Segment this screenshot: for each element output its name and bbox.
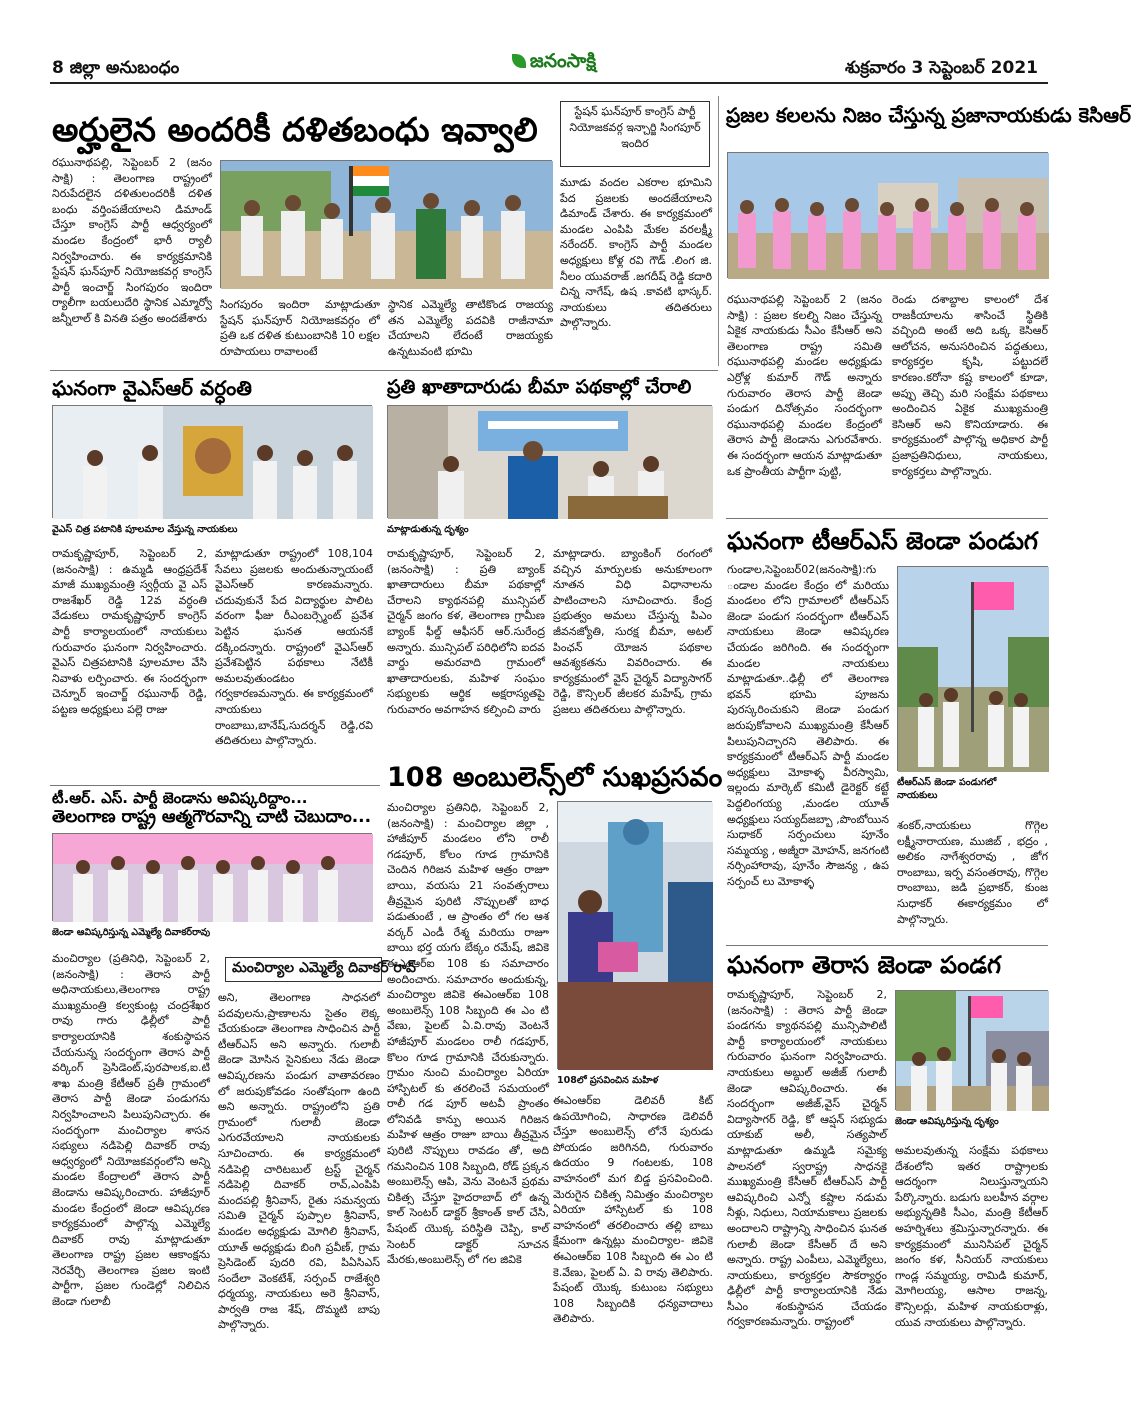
a1-col2: సింగపురం ఇందిరా మాట్లాడుతూ స్టేషన్ ఘన్‌పూర్ నియోజకవర్గం లో ప్రతి ఒక దళిత కుటుంబానికి 10 లక్షల రూపాయలు రావాలంటే	[220, 298, 380, 358]
a8-caption: జెండా ఆవిష్కరిస్తున్న దృశ్యం	[895, 1116, 999, 1127]
a4-caption: మాట్లాడుతున్న దృశ్యం	[387, 524, 469, 535]
a5-caption-line1: టీఆర్ఎస్ జెండా పండుగలో	[897, 777, 997, 788]
a4-col2: మాట్లాడారు. బ్యాంకింగ్ రంగంలో వచ్చిన మార్పులకు అనుకూలంగా నూతన విధి విధానాలను పాటించాలని సూచించారు. కేంద్ర ప్రభుత్వం అమలు చేస్తున్న పిఎం జీవనజ్యోతి, సురక్ష బీమా, అటల్ పింఛన్ యోజన పథకాల ఆవశ్యకతను వివరించారు. ఈ కార్యక్రమంలో వైస్ చైర్మన్ విద్యాసాగర్ రెడ్డి, కౌన్సిలర్ జీలకర మహేష్, గ్రామ ప్రజలు తదితరులు పాల్గొన్నారు.	[553, 547, 712, 716]
section-rule	[726, 945, 1048, 946]
a7-col1: మంచిర్యాల ప్రతినిధి, సెప్టెంబర్ 2, (జనంసాక్షి) : మంచిర్యాల జిల్లా , హాజీపూర్ మండలం లోని రాలీ గడపూర్, కోలం గూడ గ్రామానికి చెందిన గిరిజన మహిళ ఆత్రం రాజూ బాయి, వయసు 21 సంవత్సరాలు తీవ్రమైన పురిటి నొప్పులతో బాధ పడుతుంటే , ఆ ప్రాంతం లో గల ఆశ వర్కర్ ఎండీ రేశ్మ మరియు రాజూ బాయి భర్త యగు బేక్కం రమేష్, జివికె ఈఎంఆర్ఐ 108 కు సమాచారం అందించారు. సమాచారం అందుకున్న, మంచిర్యాల జివికె ఈఎంఆర్ఐ 108 అంబులెన్స్ 108 సిబ్బంది ఈ ఎం టి వేణు, పైలట్ ఏ.వి.రావు వెంటనే హాజీపూర్ మండలం రాలీ గడపూర్, కొలం గూడ గ్రామానికి చేరుకున్నారు. గ్రామం నుంచి మంచిర్యాల ఏరియా హాస్పిటల్ కు తరలించే సమయంలో రాలీ గడ పూర్ అటవీ ప్రాంతం లోనివడి కాన్పు అయిన గిరిజన మహిళ ఆత్రం రాజూ బాయి తీవ్రమైన పురిటి నొప్పులు రావడం తో, అది గమనించిన 108 సిబ్బంది, రోడ్ ప్రక్కన అంబులెన్స్ ఆపి, వెను వెంటనే ప్రథమ చికిత్స చేస్తూ హైదరాబాద్ లో ఉన్న కాల్ సెంటర్ డాక్టర్ శ్రీకాంత్ కాల్ చేసి, పేషంట్ యొక్క పరిస్థితి చెప్పి, కాల్ సెంటర్ డాక్టర్ సూచన మేరకు,అంబులెన్స్ లో గల జివికె	[387, 801, 549, 1267]
a6-col1: మంచిర్యాల (ప్రతినిధి, సెప్టెంబర్ 2, (జనంసాక్షి) : తెరాస పార్టీ అధినాయకులు,తెలంగాణ రాష్ట్ర ముఖ్యమంత్రి కల్వకుంట్ల చంద్రశేఖర రావు గారు ఢిల్లీలో పార్టీ కార్యాలయానికి శంకుస్థాపన చేయనున్న సందర్భంగా తెరాస పార్టీ వర్కింగ్ ప్రెసిడెంట్,పురపాలక,ఐ.టి శాఖ మంత్రి కేటీఆర్ ప్రతీ గ్రామంలో తెరాస పార్టీ జెండా పండుగను నిర్వహించాలని పిలుపునిచ్చారు. ఈ సందర్భంగా మంచిర్యాల శాసన సభ్యులు నడిపెల్లి దివాకర్ రావు ఆధ్వర్యంలో నియోజకవర్గంలోని అన్ని మండల కేంద్రాలలో తెరాస పార్టీ జెండాను ఆవిష్కరించారు. హాజీపూర్ మండల కేంద్రంలో జెండా ఆవిష్కరణ కార్యక్రమంలో పాల్గొన్న ఎమ్మెల్యే దివాకర్ రావు మాట్లాడుతూ తెలంగాణ రాష్ట్ర ప్రజల ఆకాంక్షను నెరవేర్చి తెలంగాణ ప్రజల ఇంటి పార్టీగా, ప్రజల గుండెల్లో నిలిచిన జెండా గులాబీ	[52, 952, 210, 1309]
a8-headline: ఘనంగా తెరాస జెండా పండగ	[727, 951, 1002, 979]
a3-caption: వైఎస్ చిత్ర పటానికి పూలమాల వేస్తున్న నాయకులు	[52, 524, 238, 535]
column-divider	[718, 96, 719, 366]
a3-col2: మాట్లాడుతూ రాష్ట్రంలో 108,104 సేవలు ప్రజలకు అందుతున్నాయంటే వైఎస్ఆర్ కారణమన్నారు. చదువుకునే పేద విద్యార్థుల పాలిట వరంగా ఫీజు రీఎంబర్స్మెంట్ ప్రవేశ పెట్టిన ఘనత ఆయనకే దక్కిందన్నారు. రాష్ట్రంలో వైఎస్ఆర్ ప్రవేశపెట్టిన పథకాలు నేటికీ అమలవుతుండటం గర్వకారణమన్నారు. ఈ కార్యక్రమంలో నాయకులు రాంబాబు,బానేష్,సుదర్శన్ రెడ్డి,రవి తదితరులు పాల్గొన్నారు.	[215, 547, 373, 748]
trs-flag-photo	[897, 566, 1048, 771]
a1-col1: రఘునాథపల్లి, సెప్టెంబర్ 2 (జనం సాక్షి) : తెలంగాణ రాష్ట్రంలో నిరుపేదలైన దళితులందరికీ దళిత బంధు వర్తింపజేయాలని డిమాండ్ చేస్తూ కాంగ్రెస్ పార్టీ ఆధ్వర్యంలో మండల కేంద్రంలో భారీ ర్యాలీ నిర్వహించారు. ఈ కార్యక్రమానికి స్టేషన్ ఘన్‌పూర్ నియోజకవర్గ కాంగ్రెస్ పార్టీ ఇంచార్జ్ సింగపురం ఇందిరా ర్యాలీగా బయలుదేరి స్థానిక ఎమ్మార్వో జన్నీలాల్ కి వినతి పత్రం అందజేశారు	[52, 156, 212, 325]
a7-headline: 108 అంబులెన్స్‌లో సుఖప్రసవం	[387, 762, 723, 793]
a4-col1: రామకృష్ణాపూర్, సెప్టెంబర్ 2, (జనంసాక్షి) : ప్రతి బ్యాంక్ ఖాతాదారులు బీమా పథకాల్లో చేరాలని క్యాథనపల్లి మున్సిపల్ చైర్మన్ జంగం కళ, తెలంగాణ గ్రామీణ బ్యాంక్ ఫీల్డ్ ఆఫీసర్ ఆర్.సురేంద్ర అన్నారు. మున్సిపల్ పరిధిలోని ఐదవ వార్డు అమరవాది గ్రామంలో ఖాతాదారులకు, మహిళ సంఘం సభ్యులకు ఆర్థిక అక్షరాస్యతపై గురువారం అవగాహన కల్పించి వారు	[387, 547, 545, 716]
brand-name: జనంసాక్షి	[529, 50, 597, 72]
page-label: 8 జిల్లా అనుబంధం	[52, 58, 180, 78]
a5-col1: గుండాల,సెప్టెంబర్02(జనంసాక్షి):గు ండాల మండల కేంద్రం లో మరియు మండలం లోని గ్రామాలలో టీఆర్ఎస్ జెండా పండుగ సందర్భంగా టీఆర్ఎస్ నాయకులు జెండా ఆవిష్కరణ చేయడం జరిగింది. ఈ సందర్భంగా మండల నాయకులు మాట్లాడుతూ..ఢిల్లీ లో తెలంగాణ భవన్ భూమి పూజను పురస్కరించుకుని జెండా పండుగ జరుపుకోవాలని ముఖ్యమంత్రి కేసీఆర్ పిలుపునిచ్చారని తెలిపారు. ఈ కార్యక్రమంలో టీఆర్ఎస్ పార్టీ మండల అధ్యక్షులు మోకాళ్ళ వీరస్వామి, ఇల్లందు మార్కెట్ కమిటీ డైరెక్టర్ కట్టే పెద్దలింగయ్య ,మండల యూత్ అధ్యక్షులు సయ్యద్‌జబ్బా ,పొంబోయిన సుధాకర్ సర్పంచులు పూనేం సమ్మయ్య , అజ్మీరా మోహన్, జనగంటి నర్సింహారావు, పూనేం సౌజన్య , ఉప సర్పంచ్ లు మోకాళ్ళ	[727, 563, 889, 888]
a3-headline: ఘనంగా వైఎస్ఆర్ వర్ధంతి	[52, 376, 252, 400]
a6-headline-line1: టీ.ఆర్. ఎస్. పార్టీ జెండాను అవిష్కరిద్దాం...	[52, 789, 308, 807]
a5-col2: శంకర్,నాయకులు గొగ్గెల లక్ష్మీనారాయణ, ముజిబ్ , భద్రం , అలికం నాగేశ్వరరావు , జోగ రాంబాబు, ఇర్ప వసంతరావు, గొగ్గెల రాంబాబు, జడి ప్రభాకర్, కుంజ సుధాకర్ ఈకార్యక్రమం లో పాల్గొన్నారు.	[897, 819, 1048, 926]
a6-caption: జెండా ఆవిష్కరిస్తున్న ఎమ్మెల్యే దివాకర్‌రావు	[52, 927, 211, 938]
a6-headline-line2: తెలంగాణ రాష్ట్ర ఆత్మగౌరవాన్ని చాటి చెబుదాం...	[52, 807, 372, 827]
brand-logo	[494, 50, 614, 80]
flag-hoisting-photo	[895, 990, 1048, 1110]
a1-col3: స్థానిక ఎమ్మెల్యే తాటికొండ రాజయ్య తన ఎమ్మెల్యే పదవికి రాజీనామా చేయాలని లేదంటే రాజయ్యకు ఉన్నటువంటి భూమి	[388, 298, 553, 358]
a1-col4: మూడు వందల ఎకరాల భూమిని పేద ప్రజలకు అందజేయాలని డిమాండ్ చేశారు. ఈ కార్యక్రమంలో మండల ఎంపిపి మేకల వరలక్ష్మీ నరేందర్. కాంగ్రెస్ పార్టీ మండల అధ్యక్షులు కోళ్ల రవి గౌడ్ .లింగ జి. నీలం యువరాజ్ .జగదీష్ రెడ్డి కదారి చిన్న నాగేష్, ఉష .కావటి భాస్కర్. నాయకులు తదితరులు పాల్గొన్నారు.	[560, 176, 712, 330]
a2-col2: రెండు దశాబ్దాల కాలంలో దేశ రాజకీయాలను శాసించే స్థితికి వచ్చింది అంటే అది ఒక్క కెసిఆర్ ఆలోచన, అనుసరించిన పద్ధతులు, కార్యకర్తల కృషి, పట్టుదలే కారణం.కరోనా కష్ట కాలంలో కూడా, అప్పు తెచ్చి మరి సంక్షేమ పథకాలు అందించిన ఏకైక ముఖ్యమంత్రి కెసిఆర్ అని కొనియాడారు. ఈ కార్యక్రమంలో పాల్గొన్న అధికార పార్టీ ప్రజాప్రతినిధులు, నాయకులు, కార్యకర్తలు పాల్గొన్నారు.	[892, 293, 1048, 478]
section-rule	[50, 785, 380, 786]
a1-headline: అర్హులైన అందరికీ దళితబంధు ఇవ్వాలి	[52, 110, 538, 149]
a2-headline: ప్రజల కలలను నిజం చేస్తున్న ప్రజానాయకుడు కెసిఆర్	[726, 103, 1131, 127]
issue-date: శుక్రవారం 3 సెప్టెంబర్ 2021	[845, 58, 1038, 78]
a5-headline: ఘనంగా టీఆర్ఎస్ జెండా పండుగ	[727, 527, 1038, 555]
rally-photo	[220, 160, 552, 288]
a8-col2: అమలవుతున్న సంక్షేమ పథకాలు దేశంలోని ఇతర రాష్ట్రాలకు ఆదర్శంగా నిలుస్తున్నాయని పేర్కొన్నారు. బడుగు బలహీన వర్గాల అభ్యున్నతికి సీఎం, మంత్రి కేటీఆర్ అహర్నిశలు శ్రమిస్తున్నారన్నారు. ఈ కార్యక్రమంలో మునిసిపల్ చైర్మన్ జంగం కళ, సీనియర్ నాయకులు గాండ్ల సమ్మయ్య, రామిడి కుమార్, మోగిలయ్య, ఆసాల రాజన్న, కౌన్సిలర్లు, మహిళ నాయకురాళ్లు, యువ నాయకులు పాల్గొన్నారు.	[895, 1144, 1048, 1329]
a5-caption-line2: నాయకులు	[897, 790, 938, 801]
a8-col1: రామకృష్ణాపూర్, సెప్టెంబర్ 2, (జనంసాక్షి) : తెరాస పార్టీ జెండా పండగను క్యాథనపల్లి మున్సిపాలిటీ పార్టీ కార్యాలయంలో నాయకులు గురువారం ఘనంగా నిర్వహించారు. నాయకులు అబ్దుల్ అజీజ్ గులాబీ జెండా ఆవిష్కరించారు. ఈ సందర్భంగా అజీజ్,వైస్ చైర్మన్ విద్యాసాగర్ రెడ్డి, కో ఆప్షన్ సభ్యుడు యాకుబ్ అలీ, సత్యపాల్ మాట్లాడుతూ ఉమ్మడి సమైక్య పాలనలో స్వరాష్ట్ర సాధనకై ముఖ్యమంత్రి కేసీఆర్ టీఆర్ఎస్ పార్టీ ఆవిష్కరించి ఎన్నో కష్టాల నడుమ నీళ్లు, నిధులు, నియామకాలు ప్రజలకు అందాలని రాష్ట్రాన్ని సాధించిన ఘనత గులాబీ జెండా కేసీఆర్ దే అని అన్నారు. రాష్ట్ర ఎంపీలు, ఎమ్మెల్యేలు, నాయకులు, కార్యకర్తల సౌకర్యార్థం ఢిల్లీలో పార్టీ కార్యాలయానికి నేడు సీఎం శంకుస్థాపన చేయడం గర్వకారణమన్నారు. రాష్ట్రంలో	[727, 988, 887, 1329]
a2-col1: రఘునాథపల్లి సెప్టెంబర్ 2 (జనం సాక్షి) : ప్రజల కలల్ని నిజం చేస్తున్న ఏకైక నాయకుడు సీఎం కేసీఆర్ అని తెలంగాణ రాష్ట్ర సమితి రఘునాథపల్లి మండల అధ్యక్షుడు ఎర్రోళ్ల కుమార్ గౌడ్ అన్నారు గురువారం తెరాస పార్టీ జెండా పండుగ దినోత్సవం సందర్భంగా రఘునాథపల్లి మండల కేంద్రంలో తెరాస పార్టీ జెండాను ఎగురవేశారు. ఈ సందర్భంగా ఆయన మాట్లాడుతూ ఒక ప్రాంతీయ పార్టీగా పుట్టి,	[727, 293, 882, 478]
a3-col1: రామకృష్ణాపూర్, సెప్టెంబర్ 2, (జనంసాక్షి) : ఉమ్మడి ఆంధ్రప్రదేశ్ మాజీ ముఖ్యమంత్రి స్వర్గీయ వై ఎస్ రాజశేఖర్ రెడ్డి 12వ వర్ధంతి వేడుకలు రామకృష్ణాపూర్ కాంగ్రెస్ పార్టీ కార్యాలయంలో నాయకులు గురువారం ఘనంగా నిర్వహించారు. వైఎస్ చిత్రపటానికి పూలమాల వేసి నివాళు లర్పించారు. ఈ సందర్భంగా చెన్నూర్ ఇంచార్జ్ రఘునాథ్ రెడ్డి, పట్టణ అధ్యక్షులు పల్లె రాజు	[52, 547, 207, 716]
masthead-rule	[50, 82, 1048, 84]
mla-flag-photo	[52, 833, 372, 921]
section-rule	[50, 370, 718, 371]
section-rule	[726, 518, 1048, 519]
a4-headline: ప్రతి ఖాతాదారుడు బీమా పథకాల్లో చేరాలి	[387, 376, 692, 398]
bank-meeting-photo	[387, 405, 712, 518]
trs-group-photo	[727, 152, 1048, 278]
a7-caption: 108లో ప్రసవించిన మహిళ	[557, 1075, 659, 1086]
a7-col2: ఈఎంఆర్ఐ డెలివరీ కిట్ ఉపయోగించి, సాధారణ డెలివరీ చేస్తూ అంబులెన్స్ లోనే పురుడు పోయడం జరిగినది, గురువారం ఉదయం 9 గంటలకు, 108 వాహనంలో మగ బిడ్డ ప్రసవించింది. మెరుగైన చికిత్స నిమిత్తం మంచిర్యాల ఏరియా హాస్పిటల్ కు 108 వాహనంలో తరలించారు తల్లి బాబు క్షేమంగా ఉన్నట్లు మంచిర్యాల- జివికె ఈఎంఆర్ఐ 108 సిబ్బంది ఈ ఎం టి కె.వేణు, పైలట్ ఏ. వి రావు తెలిపారు. పేషంట్ యొక్క కుటుంబ సభ్యులు 108 సిబ్బందికి ధన్యవాదాలు తెలిపారు.	[553, 1094, 713, 1326]
leaf-icon	[512, 54, 526, 68]
ysr-tribute-photo	[52, 405, 372, 518]
ambulance-delivery-photo	[557, 801, 712, 1069]
a1-highlight-box: స్టేషన్ ఘన్‌పూర్ కాంగ్రెస్ పార్టీ నియోజకవర్గ ఇన్చార్జి సింగపూర్ ఇందిర	[560, 101, 710, 167]
a6-name-tag: మంచిర్యాల ఎమ్మెల్యే దివాకర్ రావ్	[225, 957, 382, 982]
a6-col2: అని, తెలంగాణ సాధనలో పదవులను,ప్రాణాలను సైతం లెక్క చేయకుండా తెలంగాణ సాధించిన పార్టీ టీఆర్ఎస్ అని అన్నారు. గులాబీ జెండా మోసిన సైనికులు నేడు జెండా ఆవిష్కరణను పండుగ వాతావరణం లో జరుపుకోవడం సంతోషంగా ఉంది అని అన్నారు. రాష్ట్రంలోని ప్రతి గ్రామంలో గులాబీ జెండా ఎగురవేయాలని నాయకులకు సూచించారు. ఈ కార్యక్రమంలో నడిపెల్లి చారిటబుల్ ట్రస్ట్ చైర్మన్ నడిపెల్లి దివాకర్ రావ్,ఎంపిపి మందపల్లి శ్రీనివాస్, రైతు సమన్వయ సమితి చైర్మన్ పుప్పాల శ్రీనివాస్, మండల అధ్యక్షుడు మోగిలి శ్రీనివాస్, యూత్ అధ్యక్షుడు బింగి ప్రవీణ్, గ్రామ ప్రెసిడెంట్ పుదరి రవి, పిఏసిఎస్ సందేలా వెంకటేశ్, సర్పంచ్ రాజేశ్వరి ధర్మయ్య, నాయకులు అరె శ్రీనివాస్, పార్వతి రాజ శేష్, దొమ్మటి బాపు పాల్గొన్నారు.	[218, 991, 380, 1332]
